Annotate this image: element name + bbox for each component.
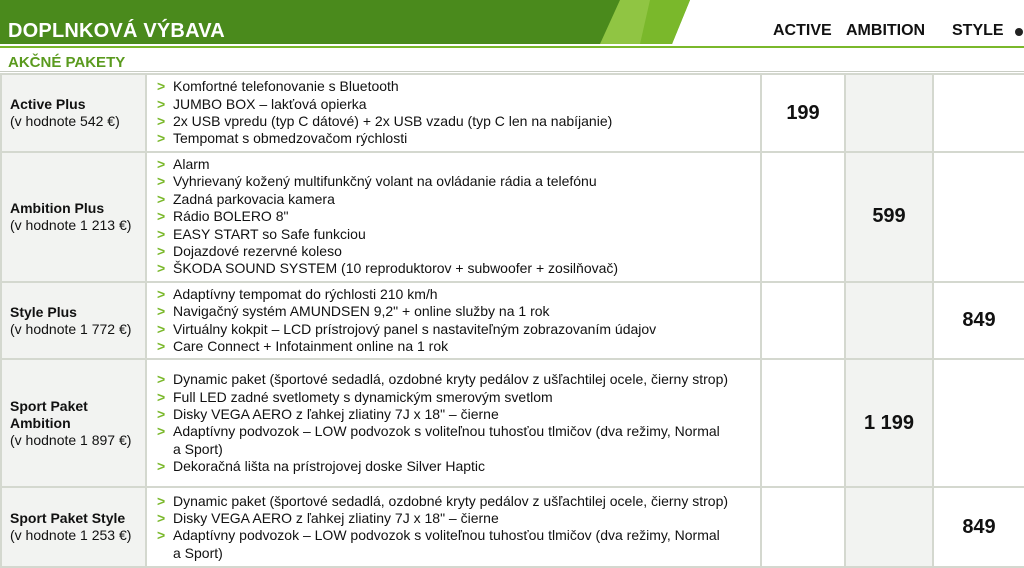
header-divider <box>0 46 1024 48</box>
feature-text: Adaptívny podvozok – LOW podvozok s voliteľnou tuhosťou tlmičov (dva režimy, Normal <box>173 527 720 544</box>
section-divider <box>0 71 1024 72</box>
feature-item <box>157 208 760 225</box>
column-header-more-indicator <box>1014 27 1024 37</box>
feature-item <box>157 493 760 510</box>
bullet-arrow-icon: > <box>157 320 166 337</box>
feature-item <box>157 243 760 260</box>
package-features-cell <box>146 152 761 282</box>
feature-text: Full LED zadné svetlomety s dynamickým smerovým svetlom <box>173 388 553 405</box>
bullet-arrow-icon: > <box>157 156 166 172</box>
price-ambition <box>845 74 933 152</box>
feature-text: Alarm <box>173 156 210 172</box>
feature-item <box>157 545 760 562</box>
bullet-arrow-icon: > <box>157 285 166 302</box>
feature-item <box>157 173 760 190</box>
feature-text: Adaptívny podvozok – LOW podvozok s voliteľnou tuhosťou tlmičov (dva režimy, Normal <box>173 423 720 440</box>
bullet-arrow-icon: > <box>157 303 166 320</box>
bullet-arrow-icon: > <box>157 406 166 423</box>
package-name-cell <box>1 282 146 360</box>
package-value: (v hodnote 1 897 €) <box>10 431 132 448</box>
feature-text: JUMBO BOX – lakťová opierka <box>173 95 367 112</box>
package-features-cell <box>146 282 761 360</box>
packages-table <box>0 73 1024 568</box>
feature-item <box>157 423 760 440</box>
bullet-arrow-icon: > <box>157 243 166 260</box>
price-style: 849 <box>933 282 1024 360</box>
package-features-cell <box>146 487 761 567</box>
bullet-arrow-icon: > <box>157 130 166 147</box>
feature-item <box>157 321 760 338</box>
package-name: Sport Paket <box>10 397 88 414</box>
package-value: (v hodnote 1 772 €) <box>10 320 132 337</box>
feature-text: Dynamic paket (športové sedadlá, ozdobné kryty pedálov z ušľachtilej ocele, čierny strop) <box>173 492 729 509</box>
feature-item <box>157 458 760 475</box>
package-row <box>1 359 1024 487</box>
package-name: Active Plus <box>10 96 86 112</box>
bullet-arrow-icon: > <box>157 225 166 242</box>
bullet-arrow-icon: > <box>157 260 166 277</box>
feature-item <box>157 389 760 406</box>
package-name: Sport Paket Style <box>10 510 126 527</box>
bullet-arrow-icon: > <box>157 492 166 509</box>
price-ambition <box>845 282 933 360</box>
price-active: 199 <box>761 74 845 152</box>
bullet-arrow-icon: > <box>157 527 166 544</box>
price-ambition <box>845 487 933 567</box>
package-name: Style Plus <box>10 303 77 320</box>
bullet-arrow-icon: > <box>157 338 166 355</box>
bullet-arrow-icon: > <box>157 510 166 527</box>
feature-text: Navigačný systém AMUNDSEN 9,2" + online služby na 1 rok <box>173 303 550 320</box>
price-style <box>933 359 1024 487</box>
feature-item <box>157 191 760 208</box>
feature-item <box>157 441 760 458</box>
package-features-cell <box>146 74 761 152</box>
feature-item <box>157 527 760 544</box>
feature-text: EASY START so Safe funkciou <box>173 225 366 242</box>
feature-text: Dojazdové rezervné koleso <box>173 243 342 260</box>
feature-item <box>157 303 760 320</box>
bullet-arrow-icon: > <box>157 208 166 225</box>
price-style <box>933 74 1024 152</box>
feature-text: Vyhrievaný kožený multifunkčný volant na ovládanie rádia a telefónu <box>173 173 597 190</box>
price-ambition: 599 <box>845 152 933 282</box>
column-header-ambition: AMBITION <box>846 22 926 39</box>
price-active <box>761 487 845 567</box>
package-name: Ambition <box>10 414 71 431</box>
column-header-active: ACTIVE <box>773 22 832 39</box>
feature-text: 2x USB vpredu (typ C dátové) + 2x USB vzadu (typ C len na nabíjanie) <box>173 113 613 129</box>
package-row <box>1 282 1024 360</box>
feature-text: a Sport) <box>173 440 223 457</box>
package-name-cell <box>1 487 146 567</box>
bullet-arrow-icon: > <box>157 371 166 388</box>
feature-text: Komfortné telefonovanie s Bluetooth <box>173 78 399 95</box>
section-title: AKČNÉ PAKETY <box>8 54 126 71</box>
feature-text: ŠKODA SOUND SYSTEM (10 reproduktorov + subwoofer + zosilňovač) <box>173 260 619 277</box>
price-active <box>761 152 845 282</box>
package-name-cell <box>1 152 146 282</box>
feature-item <box>157 130 760 147</box>
package-row <box>1 74 1024 152</box>
package-value: (v hodnote 542 €) <box>10 113 120 129</box>
price-active <box>761 282 845 360</box>
feature-text: Rádio BOLERO 8" <box>173 208 289 225</box>
feature-item <box>157 96 760 113</box>
feature-text: Dekoračná lišta na prístrojovej doske Silver Haptic <box>173 458 486 475</box>
package-row <box>1 487 1024 567</box>
feature-text: Disky VEGA AERO z ľahkej zliatiny 7J x 18" – čierne <box>173 510 499 527</box>
bullet-arrow-icon: > <box>157 423 166 440</box>
feature-text: Dynamic paket (športové sedadlá, ozdobné kryty pedálov z ušľachtilej ocele, čierny strop) <box>173 371 729 388</box>
feature-item <box>157 371 760 388</box>
feature-item <box>157 260 760 277</box>
page-title: DOPLNKOVÁ VÝBAVA <box>8 20 225 42</box>
bullet-arrow-icon: > <box>157 113 166 129</box>
feature-item <box>157 510 760 527</box>
feature-text: Zadná parkovacia kamera <box>173 190 335 207</box>
feature-text: Disky VEGA AERO z ľahkej zliatiny 7J x 18" – čierne <box>173 406 499 423</box>
package-value: (v hodnote 1 213 €) <box>10 216 132 233</box>
package-value: (v hodnote 1 253 €) <box>10 527 132 544</box>
feature-text: Care Connect + Infotainment online na 1 rok <box>173 338 449 355</box>
price-style <box>933 152 1024 282</box>
bullet-arrow-icon: > <box>157 388 166 405</box>
feature-item <box>157 406 760 423</box>
package-row <box>1 152 1024 282</box>
package-name: Ambition Plus <box>10 199 105 216</box>
feature-item <box>157 78 760 95</box>
bullet-arrow-icon: > <box>157 95 166 112</box>
bullet-arrow-icon: > <box>157 78 166 95</box>
package-name-cell <box>1 359 146 487</box>
feature-item <box>157 286 760 303</box>
feature-item <box>157 113 760 130</box>
feature-text: Adaptívny tempomat do rýchlosti 210 km/h <box>173 285 438 302</box>
feature-item <box>157 226 760 243</box>
feature-text: Virtuálny kokpit – LCD prístrojový panel s nastaviteľným zobrazovaním údajov <box>173 320 657 337</box>
price-style: 849 <box>933 487 1024 567</box>
package-features-cell <box>146 359 761 487</box>
column-header-style: STYLE <box>952 22 1004 39</box>
bullet-arrow-icon: > <box>157 458 166 475</box>
price-active <box>761 359 845 487</box>
package-name-cell <box>1 74 146 152</box>
feature-text: Tempomat s obmedzovačom rýchlosti <box>173 130 408 147</box>
feature-text: a Sport) <box>173 544 223 561</box>
bullet-arrow-icon: > <box>157 173 166 190</box>
feature-item <box>157 338 760 355</box>
feature-item <box>157 156 760 173</box>
price-ambition: 1 199 <box>845 359 933 487</box>
bullet-arrow-icon: > <box>157 190 166 207</box>
